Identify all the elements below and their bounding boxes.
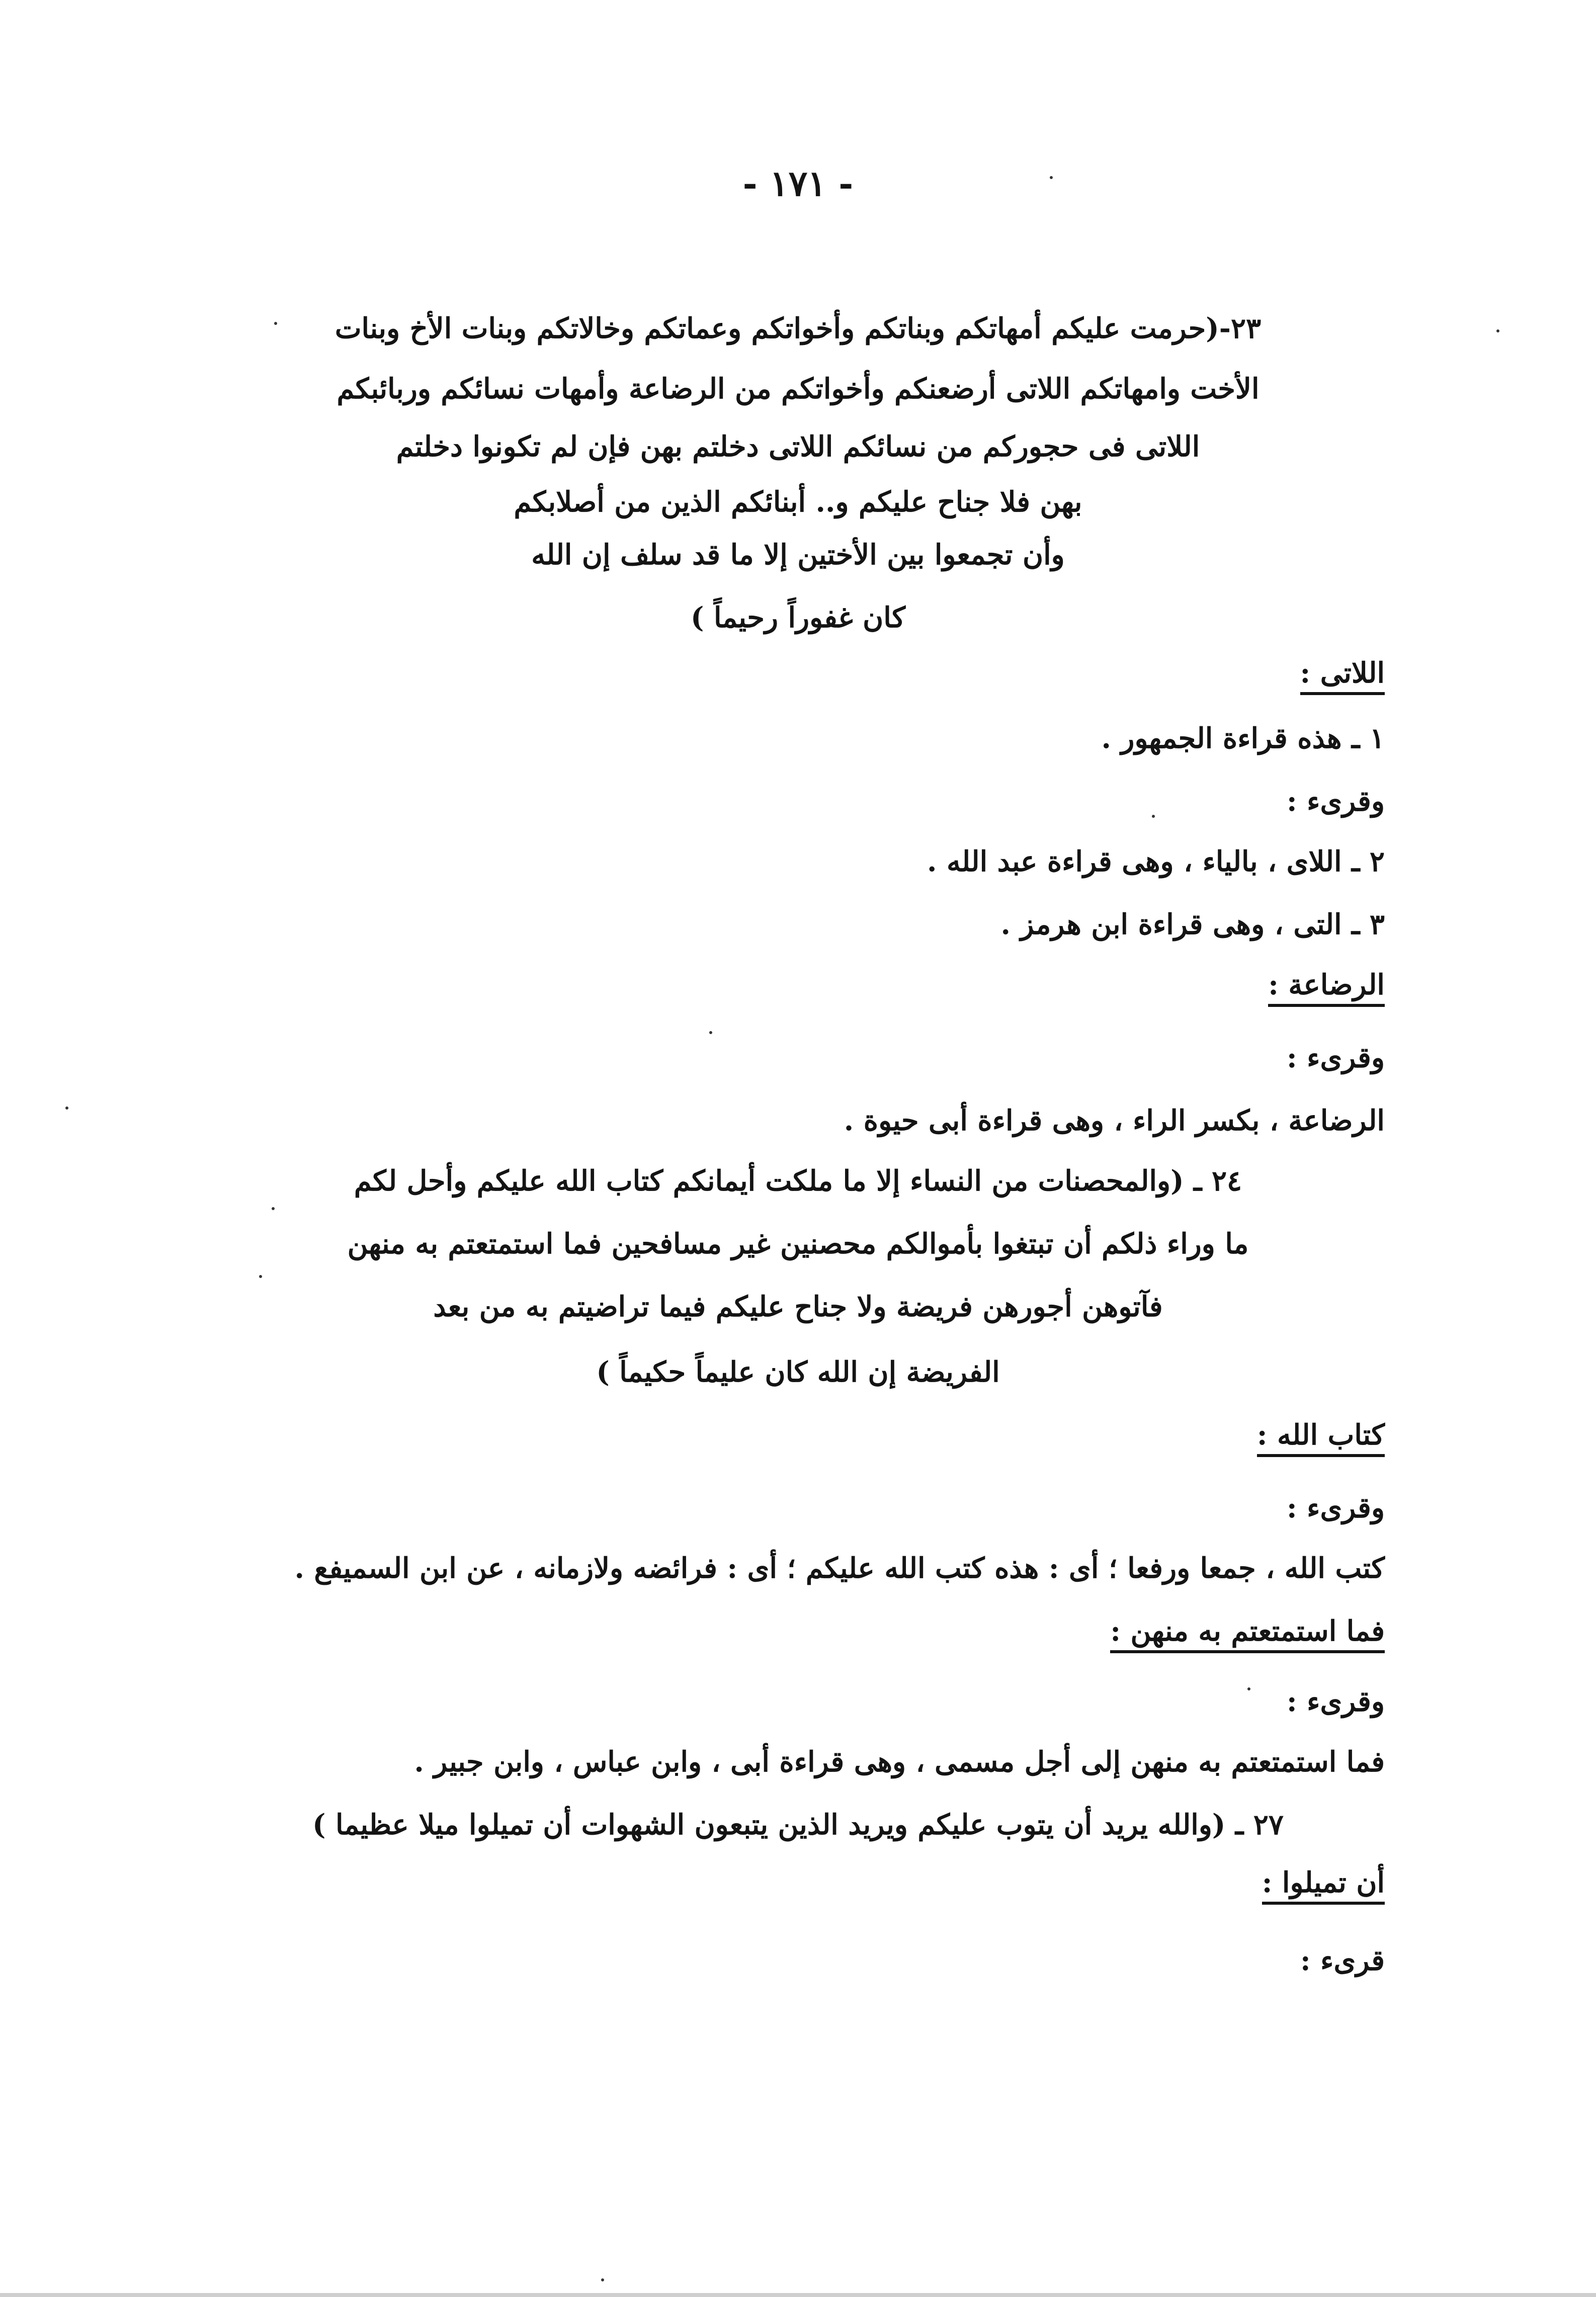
verse-line: فآتوهن أجورهن فريضة ولا جناح عليكم فيما تراضيتم به من بعد [433, 1290, 1163, 1323]
variant-label: وقرىء : [1286, 1041, 1385, 1074]
reading-note: فما استمتعتم به منهن إلى أجل مسمى ، وهى قراءة أبى ، وابن عباس ، وابن جبير . [414, 1745, 1385, 1778]
verse-line: الفريضة إن الله كان عليماً حكيماً ) [596, 1355, 1000, 1389]
verse-line: الأخت وامهاتكم اللاتى أرضعنكم وأخواتكم من الرضاعة وأمهات نسائكم وربائبكم [337, 372, 1259, 405]
scan-speck [272, 1207, 275, 1210]
section-heading: اللاتى : [1300, 659, 1385, 695]
section-heading: كتاب الله : [1257, 1421, 1385, 1457]
verse-line: اللاتى فى حجوركم من نسائكم اللاتى دخلتم بهن فإن لم تكونوا دخلتم [396, 430, 1200, 463]
reading-note: ٢ ـ اللاى ، بالياء ، وهى قراءة عبد الله . [927, 845, 1385, 878]
reading-note: الرضاعة ، بكسر الراء ، وهى قراءة أبى حيوة . [844, 1104, 1385, 1137]
scan-speck [709, 1031, 712, 1034]
scan-speck [1050, 176, 1053, 179]
reading-note: ١ ـ هذه قراءة الجمهور . [1101, 722, 1385, 755]
scan-speck [601, 2278, 604, 2281]
scan-speck [1152, 815, 1155, 818]
verse-line: ما وراء ذلكم أن تبتغوا بأموالكم محصنين غير مسافحين فما استمتعتم به منهن [347, 1227, 1249, 1260]
scan-speck [1247, 1687, 1250, 1690]
reading-note: ٣ ـ التى ، وهى قراءة ابن هرمز . [1000, 908, 1385, 941]
section-heading: الرضاعة : [1268, 971, 1385, 1007]
verse-line: بهن فلا جناح عليكم و.. أبنائكم الذين من أصلابكم [514, 485, 1082, 519]
verse-27: ٢٧ ـ (والله يريد أن يتوب عليكم ويريد الذين يتبعون الشهوات أن تميلوا ميلا عظيما ) [312, 1808, 1284, 1841]
page-number: - ١٧١ - [742, 162, 854, 204]
scan-speck [259, 1275, 262, 1278]
variant-label: وقرىء : [1286, 1685, 1385, 1718]
verse-line: ٢٤ ـ (والمحصنات من النساء إلا ما ملكت أيمانكم كتاب الله عليكم وأحل لكم [354, 1164, 1242, 1198]
variant-label: وقرىء : [1286, 1491, 1385, 1524]
section-heading: فما استمتعتم به منهن : [1110, 1617, 1385, 1653]
scan-speck [65, 1107, 68, 1110]
verse-line: وأن تجمعوا بين الأختين إلا ما قد سلف إن الله [531, 538, 1065, 571]
variant-label: قرىء : [1300, 1944, 1385, 1977]
verse-line: كان غفوراً رحيماً ) [691, 601, 905, 634]
reading-note: كتب الله ، جمعا ورفعا ؛ أى : هذه كتب الله عليكم ؛ أى : فرائضه ولازمانه ، عن ابن السميفع . [294, 1552, 1385, 1585]
verse-line: ٢٣-(حرمت عليكم أمهاتكم وبناتكم وأخواتكم وعماتكم وخالاتكم وبنات الأخ وبنات [334, 312, 1262, 345]
scan-edge [0, 2293, 1596, 2297]
variant-label: وقرىء : [1286, 785, 1385, 818]
scan-speck [274, 322, 277, 325]
scan-speck [1496, 329, 1499, 332]
section-heading: أن تميلوا : [1262, 1868, 1385, 1905]
